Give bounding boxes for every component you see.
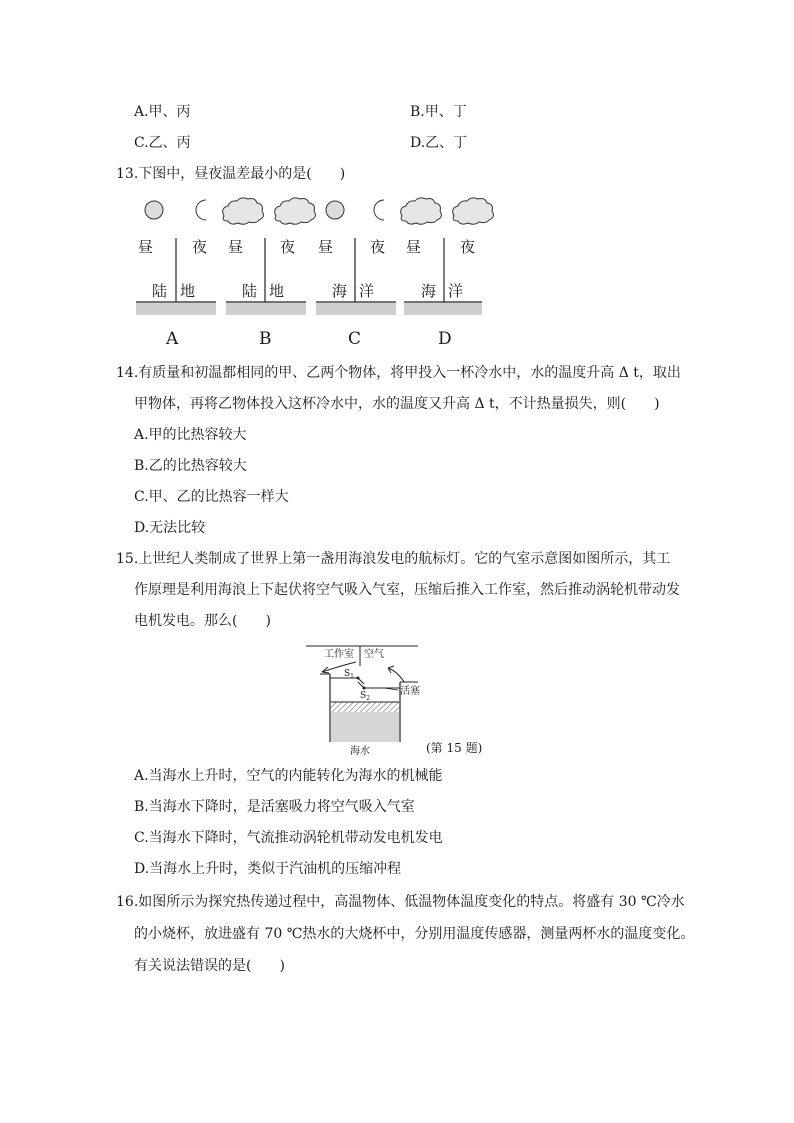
q15-figure-caption: (第 15 题)	[426, 741, 483, 755]
q12-option-a: A.甲、丙	[134, 104, 191, 120]
panel-c-bottom-right: 洋	[359, 282, 375, 300]
cloud-icon	[401, 198, 442, 224]
q15-stem-line2: 作原理是利用海浪上下起伏将空气吸入气室，压缩后推入工作室，然后推动涡轮机带动发	[134, 582, 680, 598]
sun-icon	[326, 201, 344, 219]
piston-label: 活塞	[400, 686, 420, 697]
q13-panel-c	[316, 238, 396, 349]
panel-a-night-label: 夜	[192, 238, 208, 256]
s2-label: $S_2$	[360, 691, 370, 702]
q14-option-b: B.乙的比热容较大	[134, 458, 247, 474]
q16-stem-line3: 有关说法错误的是( )	[134, 958, 285, 974]
panel-c-letter: C	[348, 329, 362, 349]
q13-panel-d	[404, 238, 482, 349]
q14-option-a: A.甲的比热容较大	[134, 427, 247, 443]
panel-d-letter: D	[438, 329, 452, 349]
q15-option-d: D.当海水上升时，类似于汽油机的压缩冲程	[134, 861, 402, 877]
panel-d-night-label: 夜	[460, 238, 476, 256]
panel-b-day-label: 昼	[228, 238, 244, 256]
work-room-label: 工作室	[324, 649, 354, 660]
panel-b-letter: B	[259, 329, 272, 349]
cloud-icon	[275, 198, 316, 224]
q12-option-c: C.乙、丙	[134, 135, 191, 151]
q15-stem-line3: 电机发电。那么( )	[134, 613, 271, 629]
q14-stem-line2: 甲物体，再将乙物体投入这杯冷水中，水的温度又升高 Δ t，不计热量损失，则( )	[134, 396, 660, 412]
panel-d-day-label: 昼	[406, 238, 422, 256]
panel-b-bottom-left: 陆	[242, 282, 258, 300]
q12-option-b: B.甲、丁	[410, 104, 467, 120]
q15-figure	[300, 642, 500, 757]
panel-a-bottom-left: 陆	[152, 282, 168, 300]
q15-option-b: B.当海水下降时，是活塞吸力将空气吸入气室	[134, 799, 415, 815]
q15-option-a: A.当海水上升时，空气的内能转化为海水的机械能	[134, 768, 443, 784]
panel-d-bottom-left: 海	[421, 282, 437, 300]
q13-panel-a	[136, 238, 216, 349]
seawater-label: 海水	[350, 746, 370, 757]
panel-a-day-label: 昼	[138, 238, 154, 256]
q14-stem-line1: 14.有质量和初温都相同的甲、乙两个物体，将甲投入一杯冷水中，水的温度升高 Δ t，取出	[116, 365, 681, 381]
q14-option-c: C.甲、乙的比热容一样大	[134, 489, 289, 505]
q16-stem-line2: 的小烧杯，放进盛有 70 ℃热水的大烧杯中，分别用温度传感器，测量两杯水的温度变化。	[134, 926, 695, 942]
panel-b-bottom-right: 地	[269, 282, 285, 300]
air-label: 空气	[364, 649, 384, 660]
q12-option-d: D.乙、丁	[410, 135, 468, 151]
q13-panel-b	[226, 238, 306, 349]
panel-a-letter: A	[166, 329, 179, 349]
panel-c-night-label: 夜	[370, 238, 386, 256]
q15-stem-line1: 15.上世纪人类制成了世界上第一盏用海浪发电的航标灯。它的气室示意图如图所示，其工	[116, 551, 671, 567]
q15-option-c: C.当海水下降时，气流推动涡轮机带动发电机发电	[134, 830, 443, 846]
moon-icon	[374, 200, 384, 220]
q14-option-d: D.无法比较	[134, 520, 206, 536]
cloud-icon	[453, 198, 494, 224]
moon-icon	[196, 200, 206, 220]
panel-a-bottom-right: 地	[180, 282, 196, 300]
sun-icon	[145, 201, 163, 219]
cloud-icon	[223, 198, 264, 224]
panel-c-bottom-left: 海	[332, 282, 348, 300]
q13-figure	[130, 192, 500, 352]
q16-stem-line1: 16.如图所示为探究热传递过程中，高温物体、低温物体温度变化的特点。将盛有 30 ℃冷水	[116, 894, 685, 910]
panel-c-day-label: 昼	[318, 238, 334, 256]
q13-stem: 13.下图中，昼夜温差最小的是( )	[116, 166, 346, 182]
panel-b-night-label: 夜	[280, 238, 296, 256]
s1-label: $S_1$	[344, 669, 354, 680]
panel-d-bottom-right: 洋	[448, 282, 464, 300]
